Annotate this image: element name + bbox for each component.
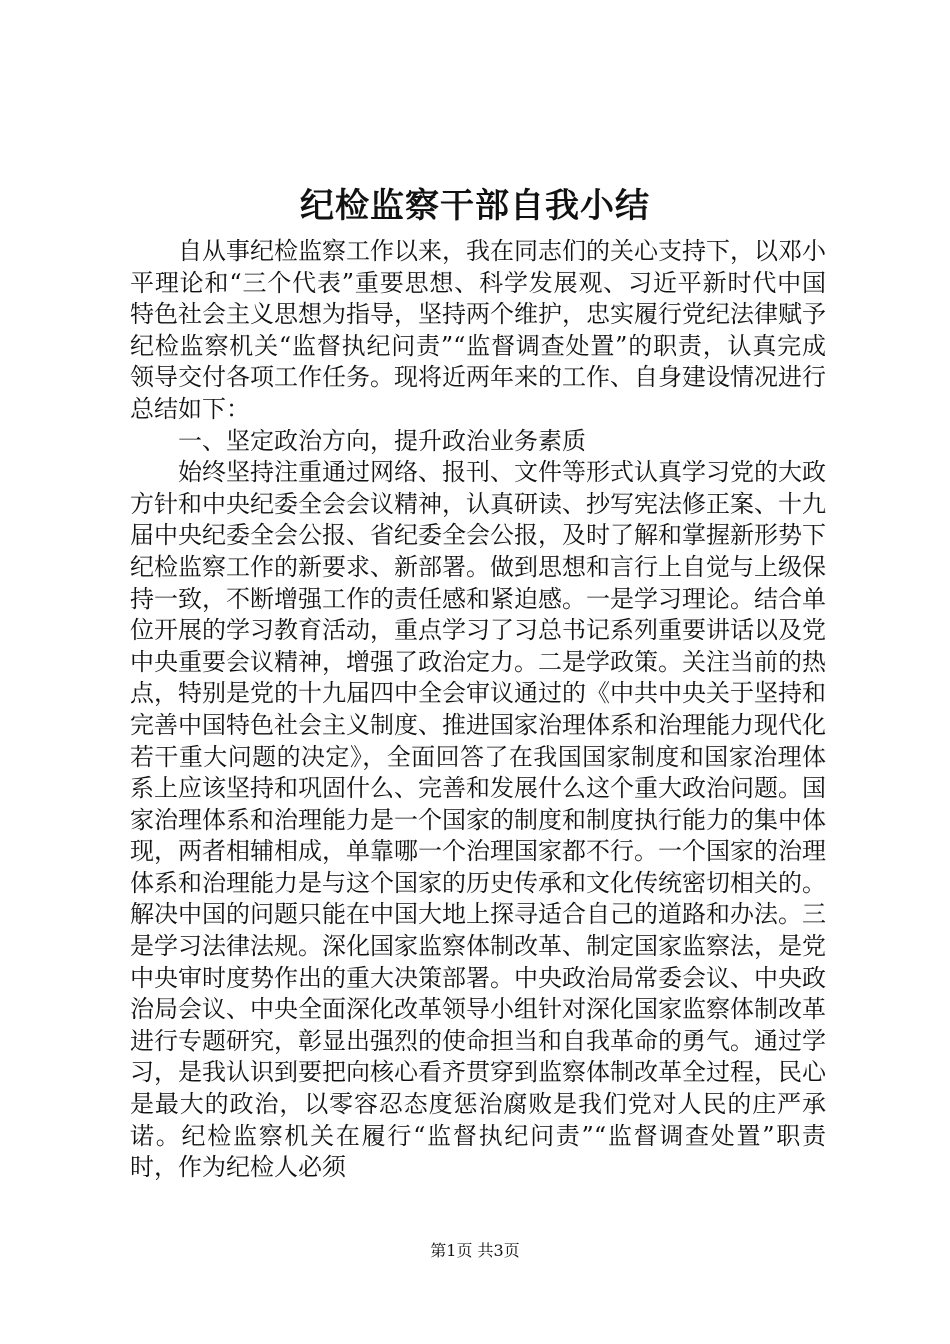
document-title: 纪检监察干部自我小结: [300, 186, 650, 226]
document-body: [130, 236, 826, 1184]
paragraph-intro: 自从事纪检监察工作以来，我在同志们的关心支持下，以邓小平理论和“三个代表”重要思想、科学发展观、习近平新时代中国特色社会主义思想为指导，坚持两个维护，忠实履行党纪法律赋予纪检监察机关“监督执纪问责”“监督调查处置”的职责，认真完成领导交付各项工作任务。现将近两年来的工作、自身建设情况进行总结如下：: [130, 237, 826, 423]
page-number-footer: 第1页 共3页: [430, 1241, 520, 1260]
paragraph-section-one: 始终坚持注重通过网络、报刊、文件等形式认真学习党的大政方针和中央纪委全会会议精神，认真研读、抄写宪法修正案、十九届中央纪委全会公报、省纪委全会公报，及时了解和掌握新形势下纪检监察工作的新要求、新部署。做到思想和言行上自觉与上级保持一致，不断增强工作的责任感和紧迫感。一是学习理论。结合单位开展的学习教育活动，重点学习了习总书记系列重要讲话以及党中央重要会议精神，增强了政治定力。二是学政策。关注当前的热点，特别是党的十九届四中全会审议通过的《中共中央关于坚持和完善中国特色社会主义制度、推进国家治理体系和治理能力现代化若干重大问题的决定》，全面回答了在我国国家制度和国家治理体系上应该坚持和巩固什么、完善和发展什么这个重大政治问题。国家治理体系和治理能力是一个国家的制度和制度执行能力的集中体现，两者相辅相成，单靠哪一个治理国家都不行。一个国家的治理体系和治理能力是与这个国家的历史传承和文化传统密切相关的。解决中国的问题只能在中国大地上探寻适合自己的道路和办法。三是学习法律法规。深化国家监察体制改革、制定国家监察法，是党中央审时度势作出的重大决策部署。中央政治局常委会议、中央政治局会议、中央全面深化改革领导小组针对深化国家监察体制改革进行专题研究，彰显出强烈的使命担当和自我革命的勇气。通过学习，是我认识到要把向核心看齐贯穿到监察体制改革全过程，民心是最大的政治，以零容忍态度惩治腐败是我们党对人民的庄严承诺。纪检监察机关在履行“监督执纪问责”“监督调查处置”职责时，作为纪检人必须: [130, 458, 826, 1182]
section-heading: 一、坚定政治方向，提升政治业务素质: [178, 426, 586, 455]
